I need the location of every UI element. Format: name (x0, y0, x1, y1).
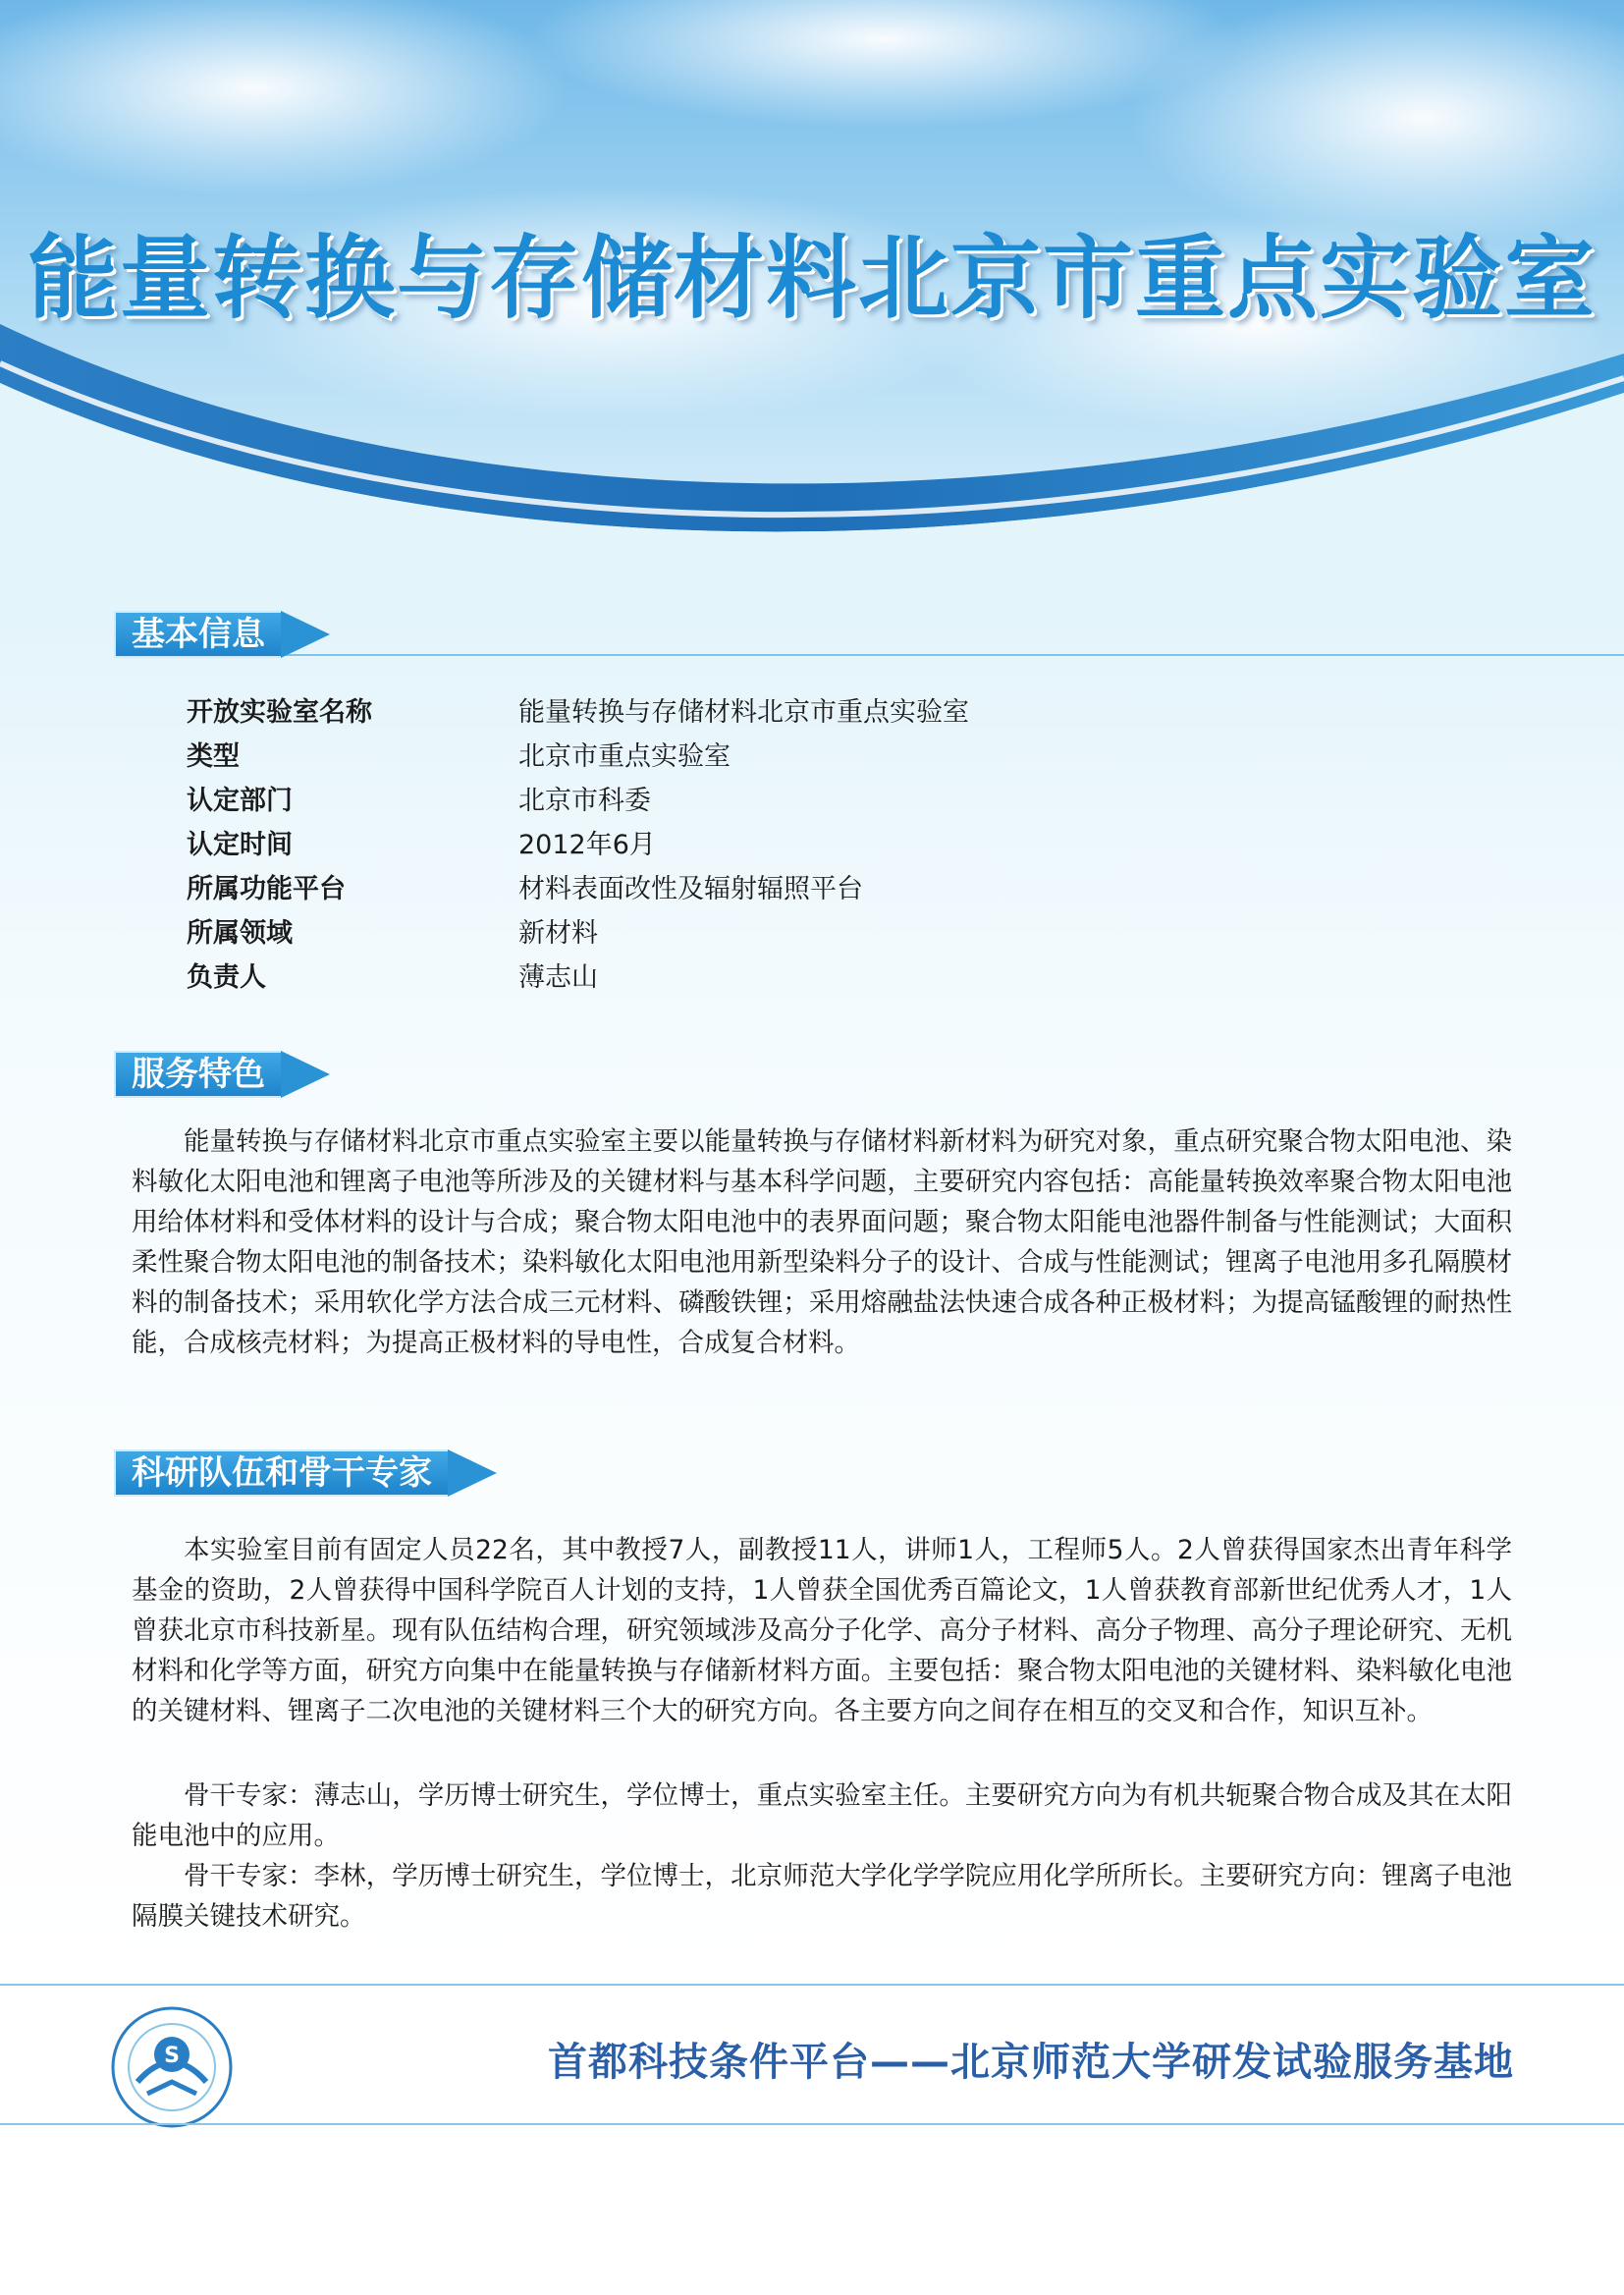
info-key: 所属功能平台 (187, 874, 346, 904)
info-row (187, 732, 969, 776)
tag-arrow-icon (281, 1051, 330, 1098)
info-key: 类型 (187, 741, 240, 772)
header-banner (0, 0, 1624, 609)
tag-arrow-icon (281, 611, 330, 658)
info-key: 认定时间 (187, 830, 293, 860)
basic-info-table (187, 687, 969, 997)
section-tag-team (114, 1451, 497, 1495)
platform-logo (108, 2003, 236, 2131)
service-paragraph: 能量转换与存储材料北京市重点实验室主要以能量转换与存储材料新材料为研究对象，重点研究聚合物太阳电池、染料敏化太阳电池和锂离子电池等所涉及的关键材料与基本科学问题，主要研究内容包括：高能量转换效率聚合物太阳电池用给体材料和受体材料的设计与合成；聚合物太阳电池中的表界面问题；聚合物太阳能电池器件制备与性能测试；大面积柔性聚合物太阳电池的制备技术；染料敏化太阳电池用新型染料分子的设计、合成与性能测试；锂离子电池用多孔隔膜材料的制备技术；采用软化学方法合成三元材料、磷酸铁锂；采用熔融盐法快速合成各种正极材料；为提高锰酸锂的耐热性能，合成核壳材料；为提高正极材料的导电性，合成复合材料。 (132, 1126, 1512, 1358)
expert-paragraph: 骨干专家：薄志山，学历博士研究生，学位博士，重点实验室主任。主要研究方向为有机共轭聚合物合成及其在太阳能电池中的应用。 (132, 1780, 1512, 1851)
info-value: 能量转换与存储材料北京市重点实验室 (518, 697, 969, 728)
footer-divider-top (0, 1984, 1624, 1986)
section-heading: 服务特色 (114, 1051, 281, 1098)
info-row (187, 820, 969, 864)
section-divider (114, 654, 1624, 656)
expert-paragraph: 骨干专家：李林，学历博士研究生，学位博士，北京师范大学化学学院应用化学所所长。主要研究方向：锂离子电池隔膜关键技术研究。 (132, 1861, 1512, 1932)
info-value: 北京市重点实验室 (518, 741, 731, 772)
logo-letter: S (164, 2044, 180, 2068)
footer-divider-bottom (0, 2123, 1624, 2125)
footer-slogan: 首都科技条件平台——北京师范大学研发试验服务基地 (548, 2040, 1514, 2085)
info-key: 负责人 (187, 962, 266, 993)
page-title: 能量转换与存储材料北京市重点实验室 (27, 226, 1597, 331)
info-value: 材料表面改性及辐射辐照平台 (518, 874, 863, 904)
tag-arrow-icon (448, 1449, 497, 1497)
info-value: 北京市科委 (518, 786, 651, 816)
team-paragraph: 本实验室目前有固定人员22名，其中教授7人，副教授11人，讲师1人，工程师5人。2人曾获得国家杰出青年科学基金的资助，2人曾获得中国科学院百人计划的支持，1人曾获全国优秀百篇论文，1人曾获教育部新世纪优秀人才，1人曾获北京市科技新星。现有队伍结构合理，研究领域涉及高分子化学、高分子材料、高分子物理、高分子理论研究、无机材料和化学等方面，研究方向集中在能量转换与存储新材料方面。主要包括：聚合物太阳电池的关键材料、染料敏化电池的关键材料、锂离子二次电池的关键材料三个大的研究方向。各主要方向之间存在相互的交叉和合作，知识互补。 (132, 1535, 1512, 1726)
info-key: 开放实验室名称 (187, 697, 372, 728)
info-key: 所属领域 (187, 918, 293, 949)
info-row (187, 908, 969, 953)
info-row (187, 953, 969, 997)
section-tag-basic-info (114, 613, 330, 656)
info-value: 2012年6月 (518, 830, 656, 860)
info-value: 新材料 (518, 918, 598, 949)
info-row (187, 776, 969, 820)
info-row (187, 864, 969, 908)
info-row (187, 687, 969, 732)
info-key: 认定部门 (187, 786, 293, 816)
info-value: 薄志山 (518, 962, 598, 993)
section-heading: 科研队伍和骨干专家 (114, 1449, 448, 1497)
section-tag-service (114, 1053, 330, 1096)
section-heading: 基本信息 (114, 611, 281, 658)
